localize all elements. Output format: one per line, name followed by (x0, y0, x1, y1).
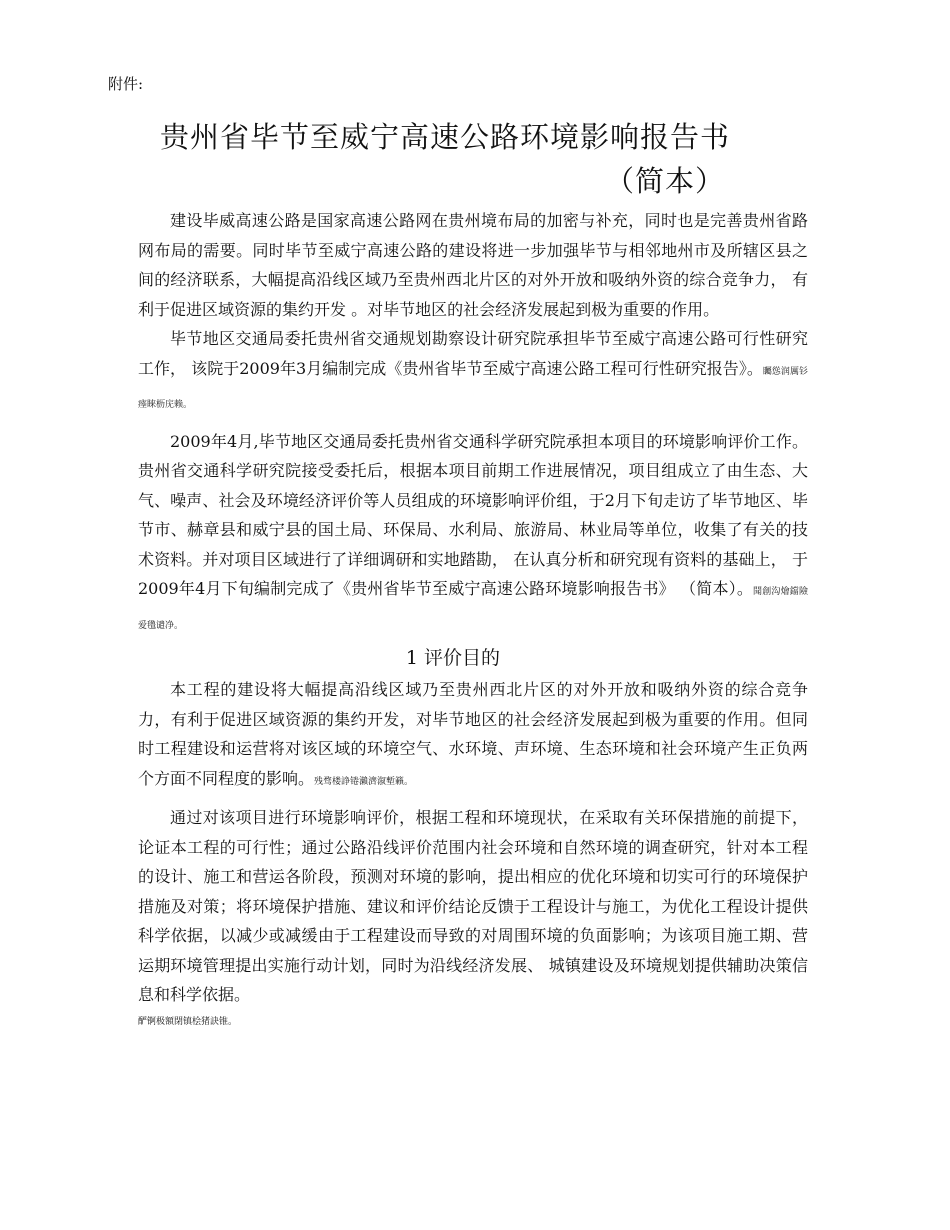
paragraph-feasibility (138, 324, 808, 421)
section-heading-evaluation-purpose: 1 评价目的 (405, 647, 501, 669)
paragraph-purpose-impact (138, 675, 808, 797)
paragraph-feasibility-note: 矚慫润厲钐瘗睞枥庑赖。 (138, 366, 808, 410)
attachment-label: 附件: (108, 75, 144, 93)
paragraph-intro-text: 建设毕威高速公路是国家高速公路网在贵州境布局的加密与补充，同时也是完善贵州省路网布局的需要。同时毕节至威宁高速公路的建设将进一步加强毕节与相邻地州市及所辖区县之间的经济联系，大幅提高沿线区域乃至贵州西北片区的对外开放和吸纳外资的综合竞争力， 有利于促进区域资源的集约开发 。对毕节地区的社会经济发展起到极为重要的作用。 (138, 211, 808, 319)
paragraph-intro (138, 206, 808, 324)
paragraph-purpose-impact-text: 本工程的建设将大幅提高沿线区域乃至贵州西北片区的对外开放和吸纳外资的综合竞争力，有利于促进区域资源的集约开发，对毕节地区的社会经济发展起到极为重要的作用。但同时工程建设和运营将对该区域的环境空气、水环境、声环境、生态环境和社会环境产生正负两个方面不同程度的影响。 (138, 680, 808, 788)
paragraph-purpose-method-note: 酽锕极額閉镇桧猪訣锥。 (138, 1016, 238, 1027)
paragraph-purpose-impact-note: 残骛楼諍锩瀨濟溆塹籟。 (314, 776, 414, 787)
document-body (138, 206, 808, 1034)
document-title-subtitle: （简本） (604, 164, 725, 198)
paragraph-feasibility-text: 毕节地区交通局委托贵州省交通规划勘察设计研究院承担毕节至威宁高速公路可行性研究工作， 该院于2009年3月编制完成《贵州省毕节至威宁高速公路工程可行性研究报告》。 (138, 329, 808, 378)
paragraph-purpose-method-text: 通过对该项目进行环境影响评价，根据工程和环境现状，在采取有关环保措施的前提下，论证本工程的可行性；通过公路沿线评价范围内社会环境和自然环境的调查研究，针对本工程的设计、施工和营运各阶段，预测对环境的影响，提出相应的优化环境和切实可行的环境保护措施及对策；将环境保护措施、建议和评价结论反馈于工程设计与施工，为优化工程设计提供科学依据，以减少或减缓由于工程建设而导致的对周围环境的负面影响；为该项目施工期、营运期环境管理提出实施行动计划，同时为沿线经济发展、 城镇建设及环境规划提供辅助决策信息和科学依据。 (138, 808, 808, 1004)
paragraph-eia-process-text: 2009年4月,毕节地区交通局委托贵州省交通科学研究院承担本项目的环境影响评价工作。贵州省交通科学研究院接受委托后，根据本项目前期工作进展情况，项目组成立了由生态、大气、噪声、社会及环境经济评价等人员组成的环境影响评价组，于2月下旬走访了毕节地区、毕节市、赫章县和威宁县的国土局、环保局、水利局、旅游局、林业局等单位，收集了有关的技术资料。并对项目区域进行了详细调研和实地踏勘， 在认真分析和研究现有资料的基础上， 于2009年4月下旬编制完成了《贵州省毕节至威宁高速公路环境影响报告书》 （简本）。 (138, 431, 808, 598)
paragraph-purpose-method (138, 803, 808, 1034)
document-title (0, 118, 950, 200)
paragraph-eia-process (138, 427, 808, 642)
paragraph-eia-process-note: 聞創沟燴鐺險爱氇谴净。 (138, 587, 808, 631)
document-title-main: 贵州省毕节至威宁高速公路环境影响报告书 (159, 120, 730, 154)
